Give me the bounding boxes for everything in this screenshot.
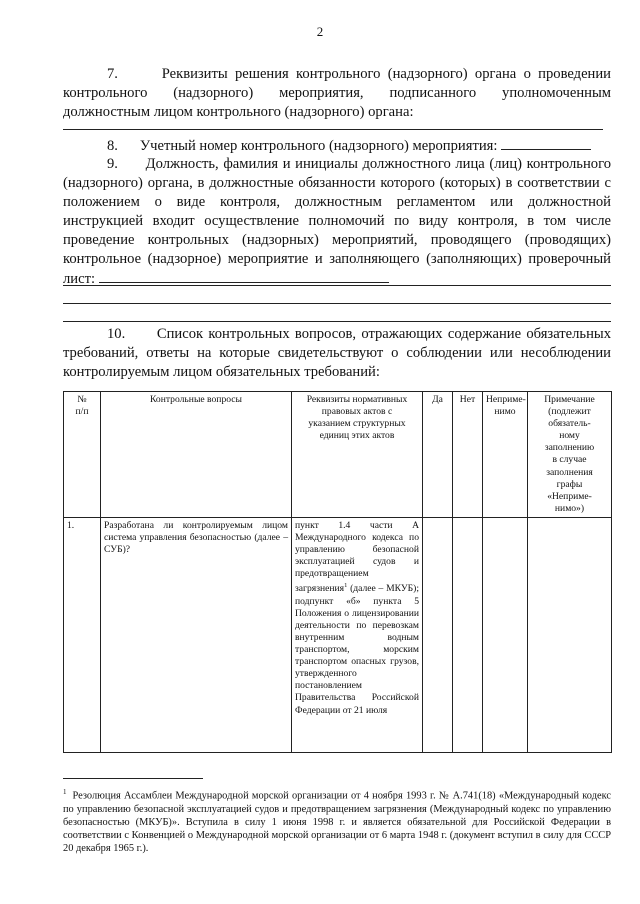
header-not-applicable: Неприме- нимо: [483, 392, 528, 518]
row-1-question: Разработана ли контролируемым лицом система управления безопасностью (далее – СУБ)?: [101, 517, 292, 752]
page-number: 2: [316, 24, 324, 39]
row-1-note-cell[interactable]: [528, 517, 612, 752]
footnote-ref-1[interactable]: 1: [344, 582, 348, 590]
row-1-num: 1.: [64, 517, 101, 752]
item-10-text: 10. Список контрольных вопросов, отражающих содержание обязательных требований, ответы на которые свидетельствуют о соблюдении или несоблюдении контролируемым лицом обязательных требований:: [63, 326, 611, 380]
item-9-blank-field[interactable]: [99, 269, 389, 283]
footnote-mark: 1: [63, 788, 67, 796]
footnote-separator: [63, 778, 203, 779]
item-9-blank-line-3[interactable]: [63, 321, 611, 322]
item-8-paragraph: [63, 136, 611, 156]
header-yes: Да: [423, 392, 453, 518]
header-no: Нет: [453, 392, 483, 518]
footnote: [63, 786, 611, 855]
item-9-blank-line-2[interactable]: [63, 303, 611, 304]
header-num: № п/п: [64, 392, 101, 518]
item-9-text: 9. Должность, фамилия и инициалы должностного лица (лиц) контрольного (надзорного) органа, в должностные обязанности которого (которых) в соответствии с положением о виде контроля, должностным регламентом или должностной инструкцией входит осуществление полномочий по виду контроля, в том числе проведение контрольных (надзорных) мероприятий, проводящего (проводящих) контрольное (надзорное) мероприятие и заполняющего (заполняющих) проверочный лист:: [63, 156, 611, 287]
item-7-paragraph: [63, 65, 611, 122]
item-9-paragraph: [63, 155, 611, 289]
item-9-blank-line-1[interactable]: [63, 285, 611, 286]
checklist-table: [63, 391, 612, 753]
table-header-row: [64, 392, 612, 518]
row-1-no-cell[interactable]: [453, 517, 483, 752]
item-8-blank-field[interactable]: [501, 136, 591, 150]
item-10-paragraph: [63, 325, 611, 382]
header-requisites: Реквизиты нормативных правовых актов с указанием структурных единиц этих актов: [292, 392, 423, 518]
item-7-text: 7. Реквизиты решения контрольного (надзорного) органа о проведении контрольного (надзорного) мероприятия, подписанного уполномоченным должностным лицом контрольного (надзорного) органа:: [63, 66, 611, 120]
item-7-blank-line[interactable]: [63, 129, 603, 130]
row-1-not-applicable-cell[interactable]: [483, 517, 528, 752]
header-questions: Контрольные вопросы: [101, 392, 292, 518]
row-1-yes-cell[interactable]: [423, 517, 453, 752]
item-8-text: 8. Учетный номер контрольного (надзорного) мероприятия:: [107, 138, 498, 154]
table-row: [64, 517, 612, 752]
footnote-text: Резолюция Ассамблеи Международной морской организации от 4 ноября 1993 г. № А.741(18) «Международный кодекс по управлению безопасной эксплуатацией судов и предотвращением загрязнения (Международный кодекс по управлению безопасностью (МКУБ)». Вступила в силу 1 июня 1998 г. и является обязательной для Российской Федерации в соответствии с Конвенцией о Международной морской организации от 6 марта 1948 г. (документ вступил в силу для СССР 20 декабря 1965 г.).: [63, 790, 611, 855]
header-note: Примечание (подлежит обязатель- ному заполнению в случае заполнения графы «Непримe- нимо»): [528, 392, 612, 518]
row-1-requisites: пункт 1.4 части А Международного кодекса по управлению безопасной эксплуатацией судов и предотвращением загрязнения$^1$ (далее – МКУБ); подпункт «б» пункта 5 Положения о лицензировании деятельности по перевозкам внутренним водным транспортом, морским транспортом опасных грузов, утвержденного постановлением Правительства Российской Федерации от 21 июля: [292, 517, 423, 752]
